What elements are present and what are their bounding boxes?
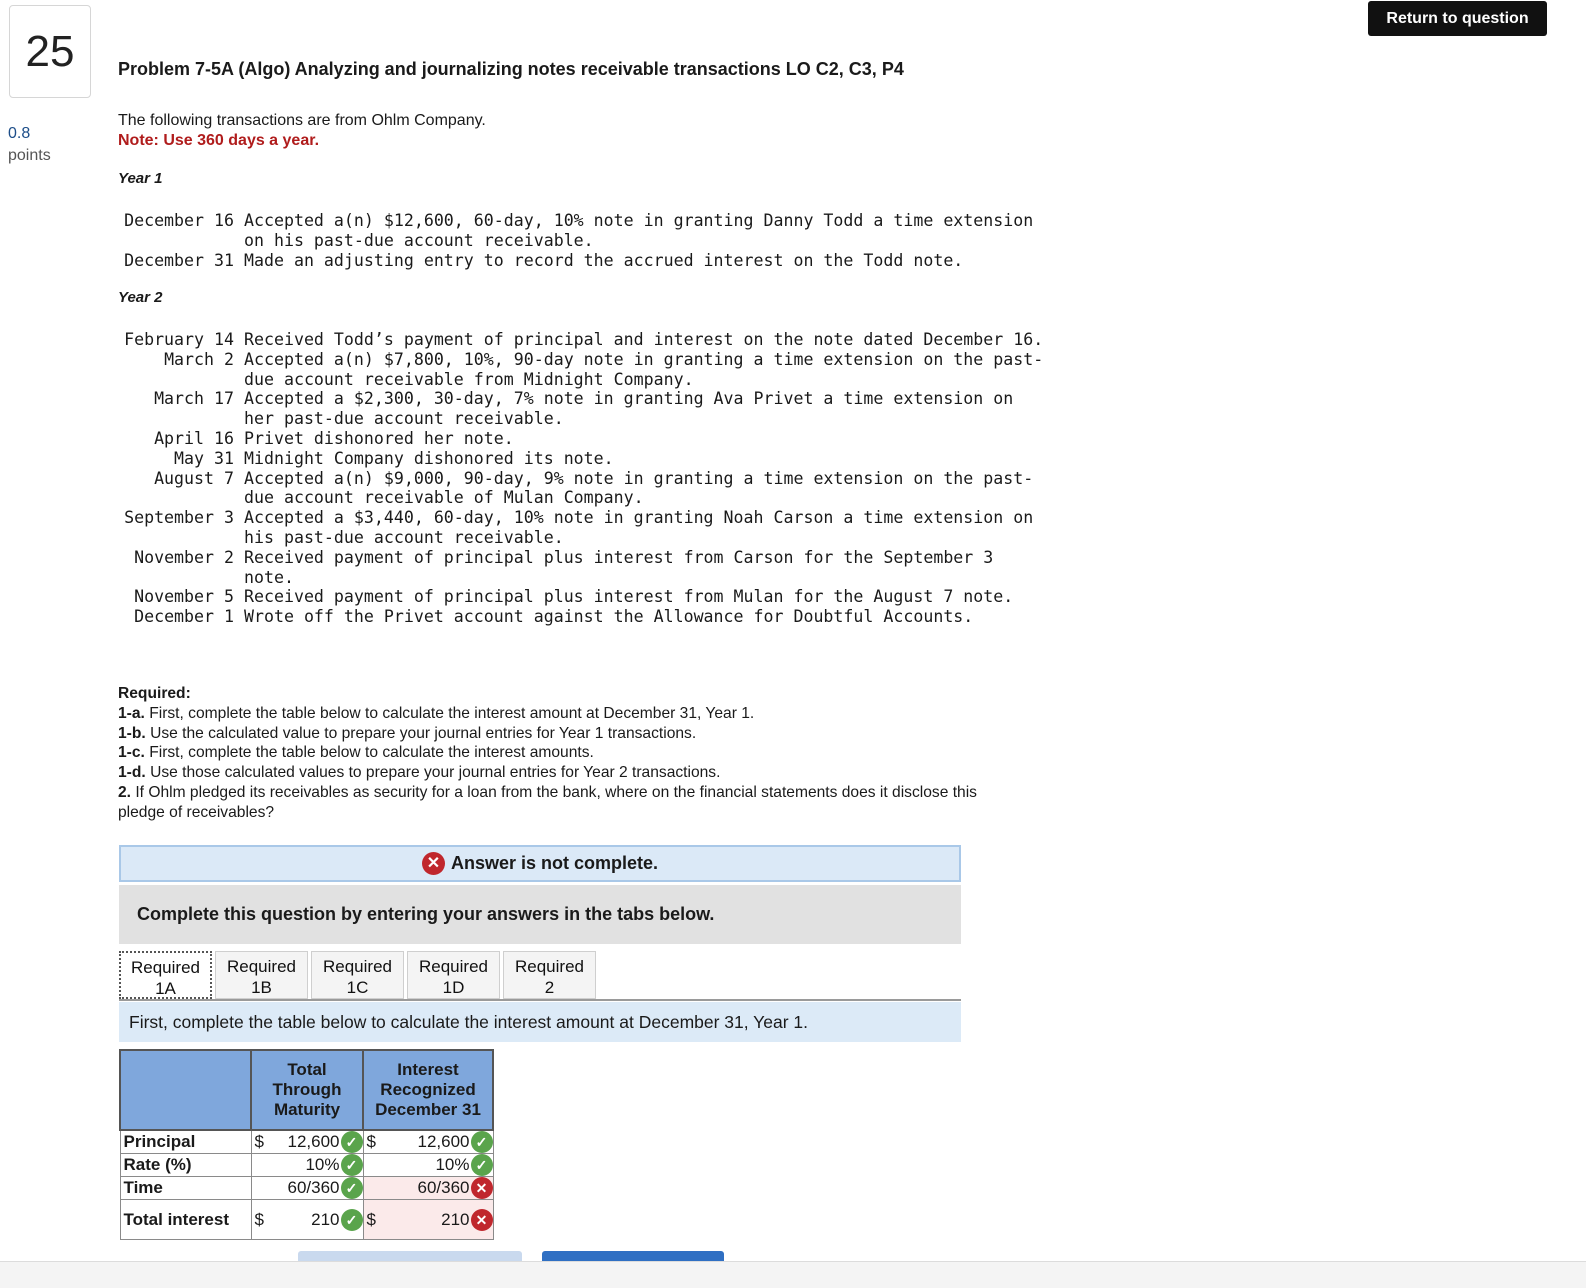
tab-label: Required [227, 957, 296, 976]
answer-status-text: Answer is not complete. [450, 853, 659, 873]
required-section [118, 684, 998, 823]
required-item [118, 724, 998, 744]
table-header-row [120, 1050, 493, 1130]
transaction-text: Accepted a(n) $12,600, 60-day, 10% note in granting Danny Todd a time extension on his past-due account receivable. [244, 211, 1034, 250]
transaction-date: March 2 [164, 349, 234, 369]
row-label: Principal [120, 1130, 251, 1154]
tab-required-1d[interactable] [407, 951, 500, 999]
row-label: Total interest [120, 1200, 251, 1240]
tab-label: Required [419, 957, 488, 976]
transaction-text: Midnight Company dishonored its note. [244, 448, 614, 468]
check-icon: ✓ [341, 1177, 363, 1199]
transaction-date: December 1 [134, 607, 234, 627]
check-icon: ✓ [471, 1154, 493, 1176]
transaction-row [117, 587, 1044, 607]
transaction-text: Privet dishonored her note. [244, 428, 514, 448]
question-number: 25 [9, 5, 91, 98]
transaction-date: August 7 [154, 468, 234, 488]
required-item [118, 743, 998, 763]
x-mark-icon: ✕ [471, 1177, 493, 1199]
row-label: Time [120, 1177, 251, 1200]
required-item-label: 1-c. [118, 744, 145, 762]
table-header-total-through-maturity: Total Through Maturity [251, 1050, 363, 1130]
x-mark-icon: ✕ [471, 1209, 493, 1231]
table-row [120, 1154, 493, 1177]
year1-transactions [117, 211, 1044, 270]
table-header-blank [120, 1050, 251, 1130]
table-row [120, 1200, 493, 1240]
note-text: Note: Use 360 days a year. [118, 132, 320, 149]
required-item [118, 763, 998, 783]
tab-label: 1A [155, 979, 176, 998]
tab-label: 1B [251, 978, 272, 997]
tab-label: Required [515, 957, 584, 976]
transaction-date: March 17 [154, 389, 234, 409]
check-icon: ✓ [341, 1209, 363, 1231]
cell-value: 10% [435, 1155, 470, 1174]
next-tab-button[interactable] [542, 1251, 724, 1261]
required-item-text: First, complete the table below to calculate the interest amounts. [144, 744, 594, 762]
interest-recognized-input[interactable] [363, 1200, 493, 1240]
incorrect-icon: ✕ [422, 852, 445, 875]
cell-value: 12,600 [287, 1132, 340, 1151]
time-total-input[interactable] [251, 1177, 363, 1200]
cell-value: 60/360 [287, 1178, 340, 1197]
problem-intro [118, 111, 486, 151]
transaction-date: December 16 [124, 211, 234, 230]
required-item-label: 1-b. [118, 724, 146, 742]
intro-text: The following transactions are from Ohlm Company. [118, 112, 486, 129]
cell-value: 210 [311, 1209, 340, 1229]
check-icon: ✓ [471, 1131, 493, 1153]
transaction-row [117, 508, 1044, 548]
tab-divider [119, 999, 961, 1001]
return-to-question-button[interactable]: Return to question [1368, 1, 1547, 36]
transaction-text: Accepted a $3,440, 60-day, 10% note in granting Noah Carson a time extension on his past-due account receivable. [244, 508, 1034, 547]
required-item-text: Use those calculated values to prepare your journal entries for Year 2 transactions. [145, 764, 721, 782]
tab-label: 2 [544, 978, 555, 997]
year1-label: Year 1 [118, 170, 163, 187]
transaction-row [117, 548, 1044, 588]
tab-label: 1D [442, 978, 465, 997]
cell-value: 12,600 [417, 1132, 470, 1151]
transaction-text: Received payment of principal plus interest from Mulan for the August 7 note. [244, 587, 1014, 607]
tab-required-2[interactable] [503, 951, 596, 999]
required-item-label: 1-a. [118, 704, 145, 722]
required-item [118, 783, 998, 823]
interest-total-input[interactable] [251, 1200, 363, 1240]
check-icon: ✓ [341, 1131, 363, 1153]
tab-required-1c[interactable] [311, 951, 404, 999]
tab-required-1b[interactable] [215, 951, 308, 999]
principal-recognized-input[interactable] [363, 1130, 493, 1154]
cell-value: 210 [441, 1209, 470, 1229]
required-item-text: If Ohlm pledged its receivables as security for a loan from the bank, where on the financial statements does it disclose this pledge of receivables? [118, 783, 977, 821]
rate-recognized-input[interactable] [363, 1154, 493, 1177]
transaction-text: Accepted a(n) $7,800, 10%, 90-day note in granting a time extension on the past-due account receivable from Midnight Company. [244, 349, 1044, 389]
tab-required-1a[interactable] [119, 951, 212, 999]
row-label: Rate (%) [120, 1154, 251, 1177]
required-item-text: Use the calculated value to prepare your journal entries for Year 1 transactions. [145, 724, 697, 742]
transaction-text: Accepted a $2,300, 30-day, 7% note in granting Ava Privet a time extension on her past-due account receivable. [244, 389, 1014, 429]
instruction-bar: Complete this question by entering your answers in the tabs below. [119, 885, 961, 944]
points-value: 0.8 [8, 125, 31, 142]
answer-status-banner [119, 845, 961, 882]
transaction-date: November 2 [134, 547, 234, 567]
cell-value: 60/360 [417, 1178, 470, 1197]
transaction-date: September 3 [124, 508, 234, 528]
year2-label: Year 2 [118, 289, 163, 306]
currency-symbol: $ [254, 1132, 264, 1151]
transaction-row [117, 350, 1044, 390]
bottom-toolbar [0, 1261, 1586, 1288]
tab-description: First, complete the table below to calculate the interest amount at December 31, Year 1. [119, 1002, 961, 1042]
problem-title: Problem 7-5A (Algo) Analyzing and journalizing notes receivable transactions LO C2, C3, P4 [118, 59, 904, 79]
transaction-text: Wrote off the Privet account against the Allowance for Doubtful Accounts. [244, 607, 974, 627]
transaction-text: Made an adjusting entry to record the accrued interest on the Todd note. [244, 250, 964, 270]
cell-value: 10% [305, 1155, 340, 1174]
transaction-row [117, 469, 1044, 509]
currency-symbol: $ [366, 1209, 376, 1229]
points-label: points [8, 147, 51, 164]
transaction-date: February 14 [124, 330, 234, 349]
transaction-row [117, 607, 1044, 627]
transaction-text: Received payment of principal plus interest from Carson for the September 3 note. [244, 547, 994, 587]
previous-tab-button[interactable] [298, 1251, 522, 1261]
tab-bar [119, 951, 599, 999]
table-row [120, 1130, 493, 1154]
currency-symbol: $ [254, 1209, 264, 1229]
transaction-date: April 16 [154, 428, 234, 448]
year2-transactions [117, 330, 1044, 627]
transaction-row [117, 251, 1044, 271]
transaction-row [117, 429, 1044, 449]
transaction-date: December 31 [124, 250, 234, 270]
transaction-date: May 31 [174, 448, 234, 468]
tab-label: Required [131, 958, 200, 977]
required-heading: Required: [118, 685, 191, 702]
tab-label: 1C [346, 978, 369, 997]
table-row [120, 1177, 493, 1200]
required-item-label: 1-d. [118, 764, 146, 782]
transaction-row [117, 389, 1044, 429]
time-recognized-input[interactable] [363, 1177, 493, 1200]
transaction-text: Received Todd’s payment of principal and interest on the note dated December 16. [244, 330, 1044, 349]
tab-label: Required [323, 957, 392, 976]
currency-symbol: $ [366, 1132, 376, 1151]
table-header-interest-recognized: Interest Recognized December 31 [363, 1050, 493, 1130]
required-item [118, 704, 998, 724]
check-icon: ✓ [341, 1154, 363, 1176]
transaction-row [117, 211, 1044, 251]
transaction-row [117, 449, 1044, 469]
transaction-text: Accepted a(n) $9,000, 90-day, 9% note in granting a time extension on the past-due account receivable of Mulan Company. [244, 468, 1034, 508]
rate-total-input[interactable] [251, 1154, 363, 1177]
transaction-date: November 5 [134, 587, 234, 607]
required-item-label: 2. [118, 783, 132, 801]
principal-total-input[interactable] [251, 1130, 363, 1154]
interest-calculation-table [119, 1049, 494, 1240]
required-item-text: First, complete the table below to calculate the interest amount at December 31, Year 1. [144, 704, 755, 722]
transaction-row [117, 330, 1044, 350]
